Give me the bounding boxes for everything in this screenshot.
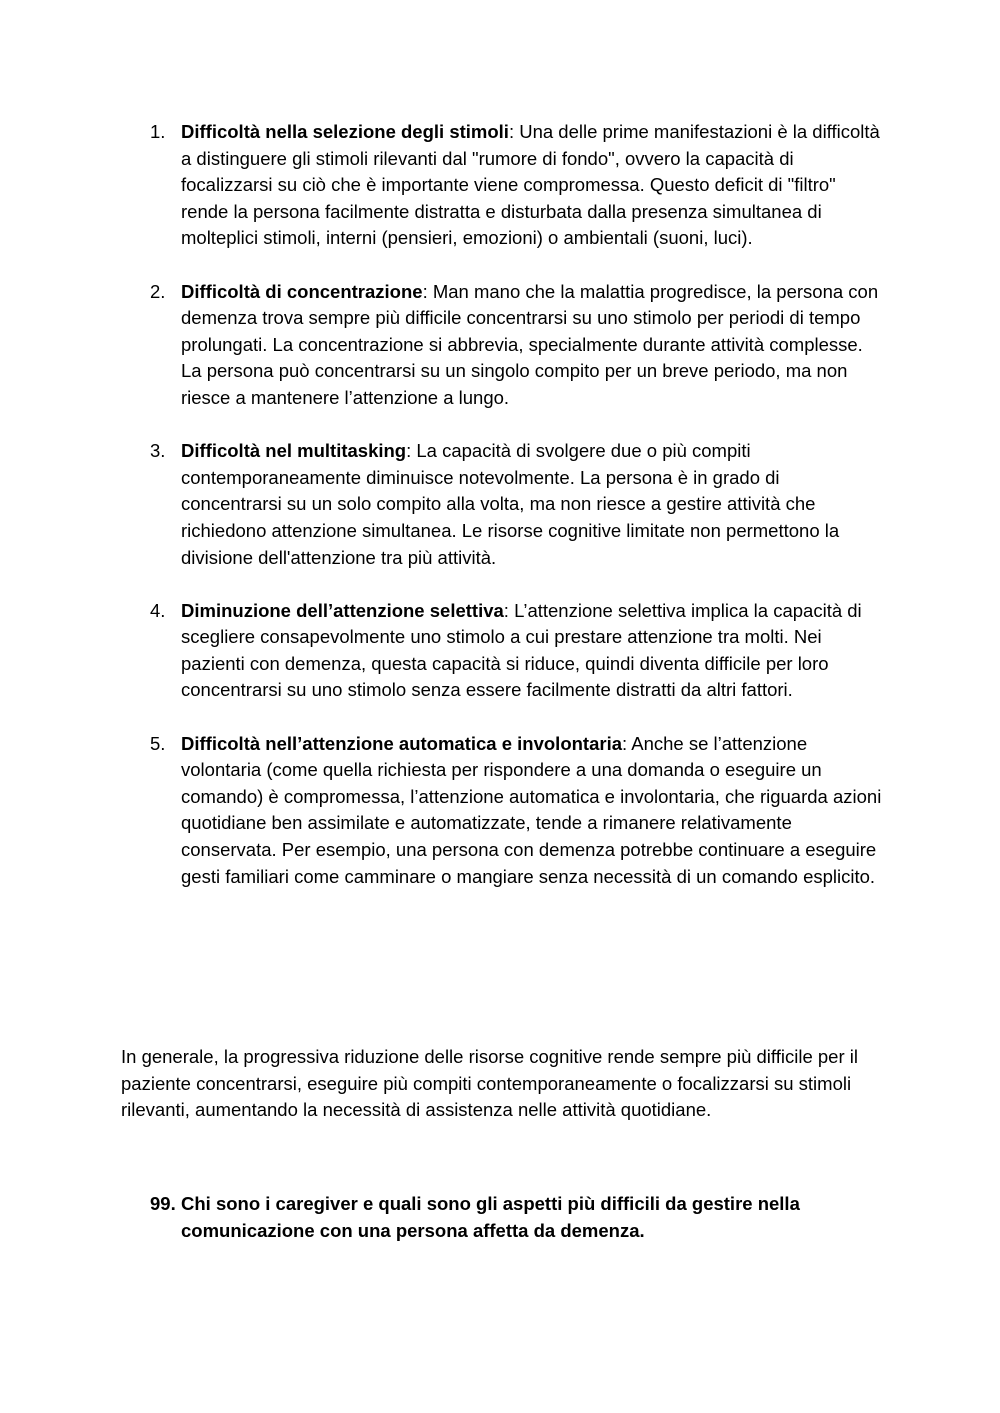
question-heading	[150, 1191, 916, 1244]
list-item-text: : La capacità di svolgere due o più compiti contemporaneamente diminuisce notevolmente. La persona è in grado di concentrarsi su un solo compito alla volta, ma non riesce a gestire attività che richiedono attenzione simultanea. Le risorse cognitive limitate non permettono la divisione dell'attenzione tra più attività.	[181, 440, 840, 568]
list-item-title: Diminuzione dell’attenzione selettiva	[181, 599, 504, 621]
list-item-number: 5.	[150, 732, 166, 754]
summary-paragraph: In generale, la progressiva riduzione delle risorse cognitive rende sempre più difficile per il paziente concentrarsi, eseguire più compiti contemporaneamente o focalizzarsi su stimoli rilevanti, aumentando la necessità di assistenza nelle attività quotidiane.	[121, 1046, 858, 1121]
list-item-number: 1.	[150, 121, 166, 142]
list-item-title: Difficoltà nella selezione degli stimoli	[181, 121, 509, 142]
list-item	[150, 119, 885, 252]
list-item-text: : L’attenzione selettiva implica la capacità di scegliere consapevolmente uno stimolo a cui prestare attenzione tra molti. Nei pazienti con demenza, questa capacità si riduce, quindi diventa difficile per loro concentrarsi su uno stimolo senza essere facilmente distratti da altri fattori.	[181, 599, 862, 701]
list-item-number: 3.	[150, 440, 166, 462]
question-number: 99.	[150, 1193, 176, 1214]
list-item-text: : Man mano che la malattia progredisce, la persona con demenza trova sempre più difficile concentrarsi su uno stimolo per periodi di tempo prolungati. La concentrazione si abbrevia, specialmente durante attività complesse. La persona può concentrarsi su un singolo compito per un breve periodo, ma non riesce a mantenere l’attenzione a lungo.	[181, 280, 879, 408]
attention-difficulties-list	[150, 119, 885, 917]
list-item	[150, 279, 885, 412]
list-item-title: Difficoltà nel multitasking	[181, 440, 407, 462]
list-item-title: Difficoltà nell’attenzione automatica e involontaria	[181, 732, 622, 754]
list-item-number: 2.	[150, 280, 166, 302]
list-item	[150, 731, 885, 891]
list-item-title: Difficoltà di concentrazione	[181, 280, 423, 302]
list-item-text: : Una delle prime manifestazioni è la difficoltà a distinguere gli stimoli rilevanti dal "rumore di fondo", ovvero la capacità di focalizzarsi su ciò che è importante viene compromessa. Questo deficit di "filtro" rende la persona facilmente distratta e disturbata dalla presenza simultanea di molteplici stimoli, interni (pensieri, emozioni) o ambientali (suoni, luci).	[181, 121, 880, 249]
list-item-number: 4.	[150, 599, 166, 621]
question-text: Chi sono i caregiver e quali sono gli aspetti più difficili da gestire nella comunicazione con una persona affetta da demenza.	[181, 1193, 800, 1241]
list-item	[150, 598, 885, 704]
list-item-text: : Anche se l’attenzione volontaria (come quella richiesta per rispondere a una domanda o eseguire un comando) è compromessa, l’attenzione automatica e involontaria, che riguarda azioni quotidiane ben assimilate e automatizzate, tende a rimanere relativamente conservata. Per esempio, una persona con demenza potrebbe continuare a eseguire gesti familiari come camminare o mangiare senza necessità di un comando esplicito.	[181, 732, 882, 887]
list-item	[150, 438, 885, 571]
